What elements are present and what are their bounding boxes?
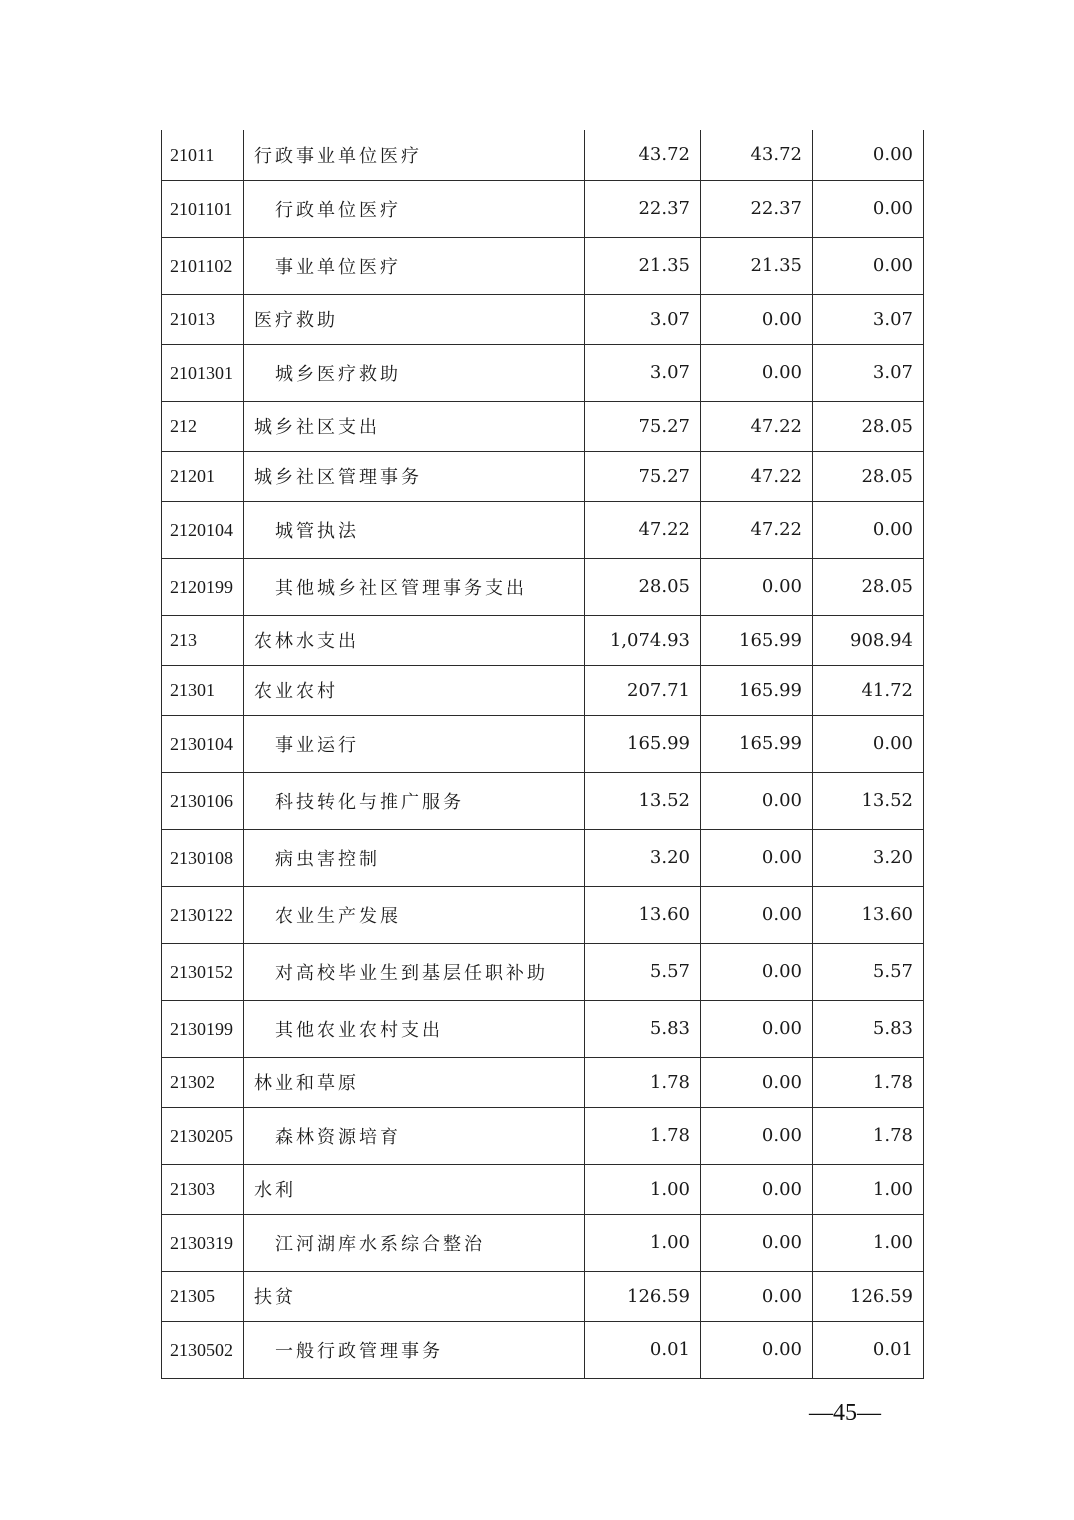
cell-code: 21303 xyxy=(162,1164,244,1214)
cell-total: 43.72 xyxy=(585,130,701,180)
cell-basic-expense: 0.00 xyxy=(701,1107,813,1164)
cell-project-expense: 126.59 xyxy=(813,1271,924,1321)
cell-project-expense: 28.05 xyxy=(813,401,924,451)
cell-project-expense: 28.05 xyxy=(813,558,924,615)
cell-name: 林业和草原 xyxy=(244,1057,585,1107)
table-row xyxy=(162,665,924,715)
table-row xyxy=(162,715,924,772)
cell-name: 江河湖库水系综合整治 xyxy=(244,1214,585,1271)
cell-total: 3.20 xyxy=(585,829,701,886)
table-row xyxy=(162,943,924,1000)
cell-total: 22.37 xyxy=(585,180,701,237)
cell-project-expense: 1.00 xyxy=(813,1214,924,1271)
cell-basic-expense: 0.00 xyxy=(701,294,813,344)
cell-basic-expense: 0.00 xyxy=(701,829,813,886)
cell-name: 科技转化与推广服务 xyxy=(244,772,585,829)
table-row xyxy=(162,829,924,886)
cell-total: 13.52 xyxy=(585,772,701,829)
table-row xyxy=(162,1271,924,1321)
cell-code: 2101301 xyxy=(162,344,244,401)
table-row xyxy=(162,451,924,501)
cell-code: 2101101 xyxy=(162,180,244,237)
cell-project-expense: 13.52 xyxy=(813,772,924,829)
cell-code: 2120104 xyxy=(162,501,244,558)
cell-total: 165.99 xyxy=(585,715,701,772)
cell-total: 47.22 xyxy=(585,501,701,558)
cell-code: 2130199 xyxy=(162,1000,244,1057)
table-row xyxy=(162,294,924,344)
cell-name: 病虫害控制 xyxy=(244,829,585,886)
cell-project-expense: 0.00 xyxy=(813,501,924,558)
cell-project-expense: 5.83 xyxy=(813,1000,924,1057)
cell-basic-expense: 0.00 xyxy=(701,1057,813,1107)
cell-basic-expense: 165.99 xyxy=(701,665,813,715)
cell-name: 医疗救助 xyxy=(244,294,585,344)
cell-name: 其他城乡社区管理事务支出 xyxy=(244,558,585,615)
cell-name: 事业单位医疗 xyxy=(244,237,585,294)
cell-basic-expense: 165.99 xyxy=(701,615,813,665)
cell-basic-expense: 22.37 xyxy=(701,180,813,237)
table-row xyxy=(162,401,924,451)
cell-name: 行政事业单位医疗 xyxy=(244,130,585,180)
cell-code: 21011 xyxy=(162,130,244,180)
cell-total: 126.59 xyxy=(585,1271,701,1321)
table-row xyxy=(162,772,924,829)
table-row xyxy=(162,1107,924,1164)
cell-basic-expense: 0.00 xyxy=(701,1271,813,1321)
cell-code: 21013 xyxy=(162,294,244,344)
cell-name: 城管执法 xyxy=(244,501,585,558)
cell-basic-expense: 0.00 xyxy=(701,1164,813,1214)
cell-total: 21.35 xyxy=(585,237,701,294)
cell-project-expense: 908.94 xyxy=(813,615,924,665)
cell-basic-expense: 47.22 xyxy=(701,501,813,558)
cell-project-expense: 0.00 xyxy=(813,130,924,180)
cell-project-expense: 0.01 xyxy=(813,1321,924,1378)
cell-name: 水利 xyxy=(244,1164,585,1214)
cell-name: 农业生产发展 xyxy=(244,886,585,943)
cell-project-expense: 1.00 xyxy=(813,1164,924,1214)
table-row xyxy=(162,344,924,401)
cell-name: 农林水支出 xyxy=(244,615,585,665)
cell-code: 2130205 xyxy=(162,1107,244,1164)
cell-total: 1.00 xyxy=(585,1214,701,1271)
cell-code: 213 xyxy=(162,615,244,665)
table-row xyxy=(162,558,924,615)
cell-name: 城乡医疗救助 xyxy=(244,344,585,401)
cell-code: 2120199 xyxy=(162,558,244,615)
table-row xyxy=(162,180,924,237)
cell-basic-expense: 0.00 xyxy=(701,1000,813,1057)
cell-total: 3.07 xyxy=(585,294,701,344)
cell-total: 3.07 xyxy=(585,344,701,401)
table-row xyxy=(162,501,924,558)
cell-project-expense: 1.78 xyxy=(813,1057,924,1107)
cell-total: 75.27 xyxy=(585,451,701,501)
cell-project-expense: 3.07 xyxy=(813,294,924,344)
cell-code: 2130319 xyxy=(162,1214,244,1271)
budget-table xyxy=(161,130,924,1379)
cell-name: 一般行政管理事务 xyxy=(244,1321,585,1378)
cell-basic-expense: 0.00 xyxy=(701,558,813,615)
cell-total: 1.78 xyxy=(585,1057,701,1107)
cell-total: 0.01 xyxy=(585,1321,701,1378)
cell-basic-expense: 47.22 xyxy=(701,451,813,501)
cell-total: 5.57 xyxy=(585,943,701,1000)
cell-code: 21305 xyxy=(162,1271,244,1321)
cell-code: 2130502 xyxy=(162,1321,244,1378)
table-row xyxy=(162,237,924,294)
cell-code: 2130152 xyxy=(162,943,244,1000)
cell-code: 21201 xyxy=(162,451,244,501)
table-row xyxy=(162,1164,924,1214)
cell-basic-expense: 21.35 xyxy=(701,237,813,294)
page-number: —45— xyxy=(809,1400,881,1426)
table-row xyxy=(162,615,924,665)
table-row xyxy=(162,1057,924,1107)
cell-project-expense: 41.72 xyxy=(813,665,924,715)
cell-name: 城乡社区管理事务 xyxy=(244,451,585,501)
cell-total: 1.00 xyxy=(585,1164,701,1214)
cell-name: 扶贫 xyxy=(244,1271,585,1321)
cell-name: 城乡社区支出 xyxy=(244,401,585,451)
table-row xyxy=(162,1000,924,1057)
cell-project-expense: 28.05 xyxy=(813,451,924,501)
cell-basic-expense: 165.99 xyxy=(701,715,813,772)
cell-project-expense: 0.00 xyxy=(813,180,924,237)
cell-total: 28.05 xyxy=(585,558,701,615)
cell-code: 2130106 xyxy=(162,772,244,829)
cell-project-expense: 0.00 xyxy=(813,237,924,294)
cell-total: 13.60 xyxy=(585,886,701,943)
cell-code: 21302 xyxy=(162,1057,244,1107)
cell-total: 1,074.93 xyxy=(585,615,701,665)
cell-project-expense: 13.60 xyxy=(813,886,924,943)
table-row xyxy=(162,130,924,180)
cell-code: 2101102 xyxy=(162,237,244,294)
table-row xyxy=(162,886,924,943)
cell-name: 事业运行 xyxy=(244,715,585,772)
cell-total: 1.78 xyxy=(585,1107,701,1164)
cell-code: 21301 xyxy=(162,665,244,715)
cell-name: 其他农业农村支出 xyxy=(244,1000,585,1057)
cell-basic-expense: 0.00 xyxy=(701,344,813,401)
cell-total: 5.83 xyxy=(585,1000,701,1057)
table-row xyxy=(162,1321,924,1378)
cell-total: 75.27 xyxy=(585,401,701,451)
cell-project-expense: 3.20 xyxy=(813,829,924,886)
cell-basic-expense: 0.00 xyxy=(701,886,813,943)
cell-project-expense: 3.07 xyxy=(813,344,924,401)
cell-code: 2130108 xyxy=(162,829,244,886)
cell-project-expense: 1.78 xyxy=(813,1107,924,1164)
cell-name: 行政单位医疗 xyxy=(244,180,585,237)
cell-code: 212 xyxy=(162,401,244,451)
cell-code: 2130104 xyxy=(162,715,244,772)
cell-name: 农业农村 xyxy=(244,665,585,715)
cell-basic-expense: 0.00 xyxy=(701,1321,813,1378)
cell-name: 对高校毕业生到基层任职补助 xyxy=(244,943,585,1000)
cell-project-expense: 5.57 xyxy=(813,943,924,1000)
cell-basic-expense: 0.00 xyxy=(701,943,813,1000)
cell-name: 森林资源培育 xyxy=(244,1107,585,1164)
cell-basic-expense: 0.00 xyxy=(701,1214,813,1271)
cell-code: 2130122 xyxy=(162,886,244,943)
table-row xyxy=(162,1214,924,1271)
cell-basic-expense: 0.00 xyxy=(701,772,813,829)
cell-basic-expense: 47.22 xyxy=(701,401,813,451)
cell-total: 207.71 xyxy=(585,665,701,715)
budget-table-body xyxy=(162,130,924,1378)
cell-basic-expense: 43.72 xyxy=(701,130,813,180)
cell-project-expense: 0.00 xyxy=(813,715,924,772)
